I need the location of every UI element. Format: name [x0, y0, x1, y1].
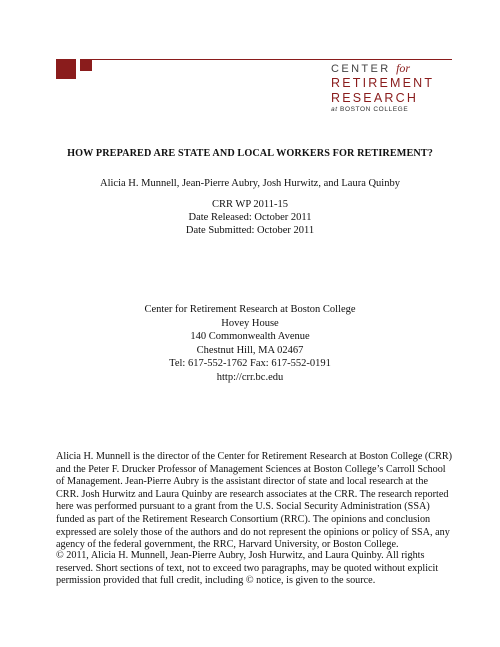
- disclosure-line: CRR. Josh Hurwitz and Laura Quinby are research associates at the CRR. The research reported: [56, 488, 449, 500]
- paper-title: HOW PREPARED ARE STATE AND LOCAL WORKERS FOR RETIREMENT?: [67, 148, 433, 159]
- author-disclosure: [56, 451, 453, 552]
- disclosure-line: here was performed pursuant to a grant from the U.S. Social Security Administration (SSA): [56, 501, 430, 513]
- crr-logo: [331, 62, 456, 114]
- date-released: Date Released: October 2011: [188, 212, 312, 223]
- logo-word-boston-college: BOSTON COLLEGE: [340, 106, 409, 113]
- copyright-line: permission provided that full credit, including © notice, is given to the source.: [56, 575, 376, 587]
- address-line: 140 Commonwealth Avenue: [190, 331, 310, 342]
- disclosure-line: Alicia H. Munnell is the director of the Center for Retirement Research at Boston College (CRR): [56, 451, 453, 462]
- copyright-notice: [56, 550, 450, 588]
- logo-line-center: [331, 62, 456, 75]
- logo-line-retirement: RETIREMENT: [331, 76, 435, 90]
- logo-word-center: CENTER: [331, 63, 391, 75]
- paper-number: CRR WP 2011-15: [211, 199, 289, 210]
- disclosure-line: of Management. Jean-Pierre Aubry is the assistant director of state and local research at the: [56, 476, 428, 488]
- logo-square-small: [80, 59, 92, 71]
- paper-authors: Alicia H. Munnell, Jean-Pierre Aubry, Josh Hurwitz, and Laura Quinby: [100, 178, 400, 189]
- logo-square-large: [56, 59, 76, 79]
- address-phone-fax: Tel: 617-552-1762 Fax: 617-552-0191: [169, 358, 331, 369]
- logo-word-at: at: [331, 106, 338, 113]
- logo-line-research: RESEARCH: [331, 90, 419, 105]
- address-line: Chestnut Hill, MA 02467: [196, 344, 304, 356]
- disclosure-line: and the Peter F. Drucker Professor of Management Sciences at Boston College’s Carroll School: [56, 463, 446, 475]
- logo-line-boston-college: [331, 107, 456, 114]
- logo-word-for: for: [396, 61, 411, 75]
- address-line: Hovey House: [221, 317, 279, 329]
- header-rule: [92, 59, 452, 60]
- contact-address: [0, 303, 500, 384]
- date-submitted: Date Submitted: October 2011: [185, 225, 315, 236]
- disclosure-line: funded as part of the Retirement Research Consortium (RRC). The opinions and conclusion: [56, 513, 431, 525]
- copyright-line: © 2011, Alicia H. Munnell, Jean-Pierre Aubry, Josh Hurwitz, and Laura Quinby. All rights: [56, 550, 425, 561]
- disclosure-line: agency of the federal government, the RRC, Harvard University, or Boston College.: [56, 539, 399, 551]
- paper-info: [0, 198, 500, 237]
- address-line: Center for Retirement Research at Boston College: [144, 304, 356, 315]
- copyright-line: reserved. Short sections of text, not to exceed two paragraphs, may be quoted without explicit: [56, 562, 439, 574]
- website-link[interactable]: http://crr.bc.edu: [216, 371, 284, 383]
- disclosure-line: expressed are solely those of the authors and do not represent the opinions or policy of SSA, any: [56, 526, 450, 538]
